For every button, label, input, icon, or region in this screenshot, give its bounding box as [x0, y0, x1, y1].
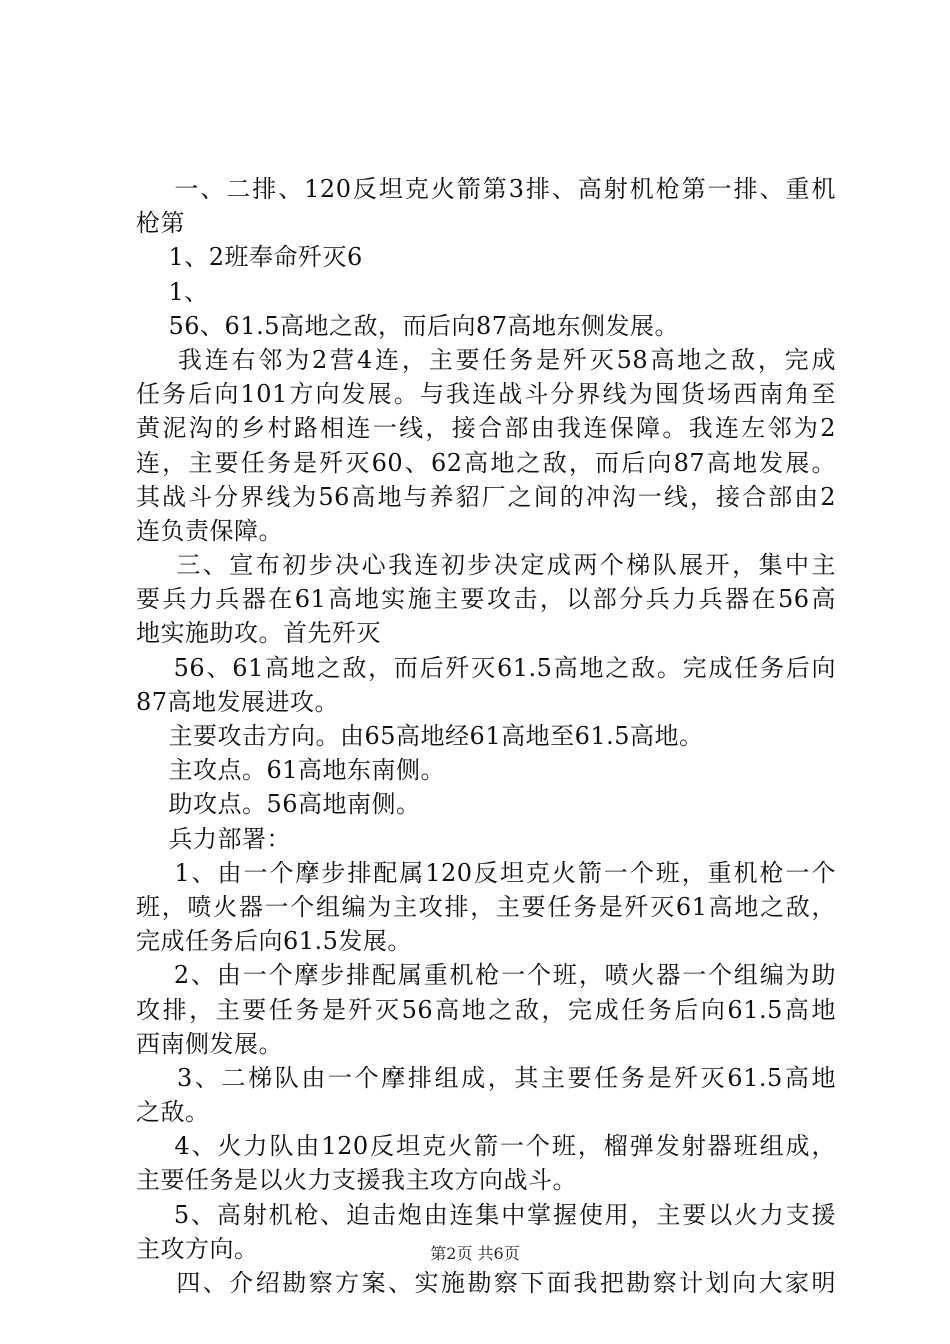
- text-line: 1、由一个摩步排配属120反坦克火箭一个班，重机枪一个: [136, 858, 836, 887]
- text-line: 兵力部署：: [136, 824, 292, 853]
- text-line: 连，主要任务是歼灭60、62高地之敌，而后向87高地发展。: [136, 448, 836, 477]
- text-line: 87高地发展进攻。: [136, 687, 340, 716]
- text-line: 要兵力兵器在61高地实施主要攻击，以部分兵力兵器在56高: [136, 585, 836, 614]
- text-line: 主要任务是以火力支援我主攻方向战斗。: [136, 1166, 577, 1195]
- text-line: 西南侧发展。: [136, 1029, 283, 1058]
- document-body: [136, 172, 836, 1300]
- text-line: 完成任务后向61.5发展。: [136, 927, 412, 956]
- text-line: 2、由一个摩步排配属重机枪一个班，喷火器一个组编为助: [136, 961, 836, 990]
- text-line: 5、高射机枪、迫击炮由连集中掌握使用，主要以火力支援: [136, 1200, 836, 1229]
- text-line: 4、火力队由120反坦克火箭一个班，榴弹发射器班组成，: [136, 1132, 836, 1161]
- text-line: 地实施助攻。首先歼灭: [136, 619, 381, 648]
- text-line: 其战斗分界线为56高地与养貂厂之间的冲沟一线，接合部由2: [136, 482, 836, 511]
- text-line: 枪第: [136, 209, 185, 238]
- text-line: 主攻点。61高地东南侧。: [136, 756, 446, 785]
- text-line: 之敌。: [136, 1098, 210, 1127]
- text-line: 黄泥沟的乡村路相连一线，接合部由我连保障。我连左邻为2: [136, 414, 836, 443]
- text-line: 1、2班奉命歼灭6: [136, 243, 363, 272]
- text-line: 攻排，主要任务是歼灭56高地之敌，完成任务后向61.5高地: [136, 995, 836, 1024]
- text-line: 一、二排、120反坦克火箭第3排、高射机枪第一排、重机: [136, 175, 836, 203]
- page-footer: 第2页 共6页: [430, 1244, 520, 1263]
- text-line: 三、宣布初步决心我连初步决定成两个梯队展开，集中主: [136, 551, 836, 580]
- text-line: 任务后向101方向发展。与我连战斗分界线为囤货场西南角至: [136, 380, 836, 409]
- text-line: 3、二梯队由一个摩排组成，其主要任务是歼灭61.5高地: [136, 1063, 836, 1092]
- text-line: 四、介绍勘察方案、实施勘察下面我把勘察计划向大家明: [136, 1269, 836, 1297]
- text-line: 主攻方向。: [136, 1234, 259, 1263]
- text-line: 1、: [136, 277, 209, 306]
- text-line: 56、61高地之敌，而后歼灭61.5高地之敌。完成任务后向: [136, 653, 836, 682]
- text-line: 56、61.5高地之敌，而后向87高地东侧发展。: [136, 311, 680, 340]
- text-line: 班，喷火器一个组编为主攻排，主要任务是歼灭61高地之敌，: [136, 892, 836, 921]
- text-line: 主要攻击方向。由65高地经61高地至61.5高地。: [136, 722, 704, 750]
- text-line: 我连右邻为2营4连，主要任务是歼灭58高地之敌，完成: [136, 345, 836, 374]
- text-line: 连负责保障。: [136, 516, 283, 545]
- text-line: 助攻点。56高地南侧。: [136, 790, 421, 819]
